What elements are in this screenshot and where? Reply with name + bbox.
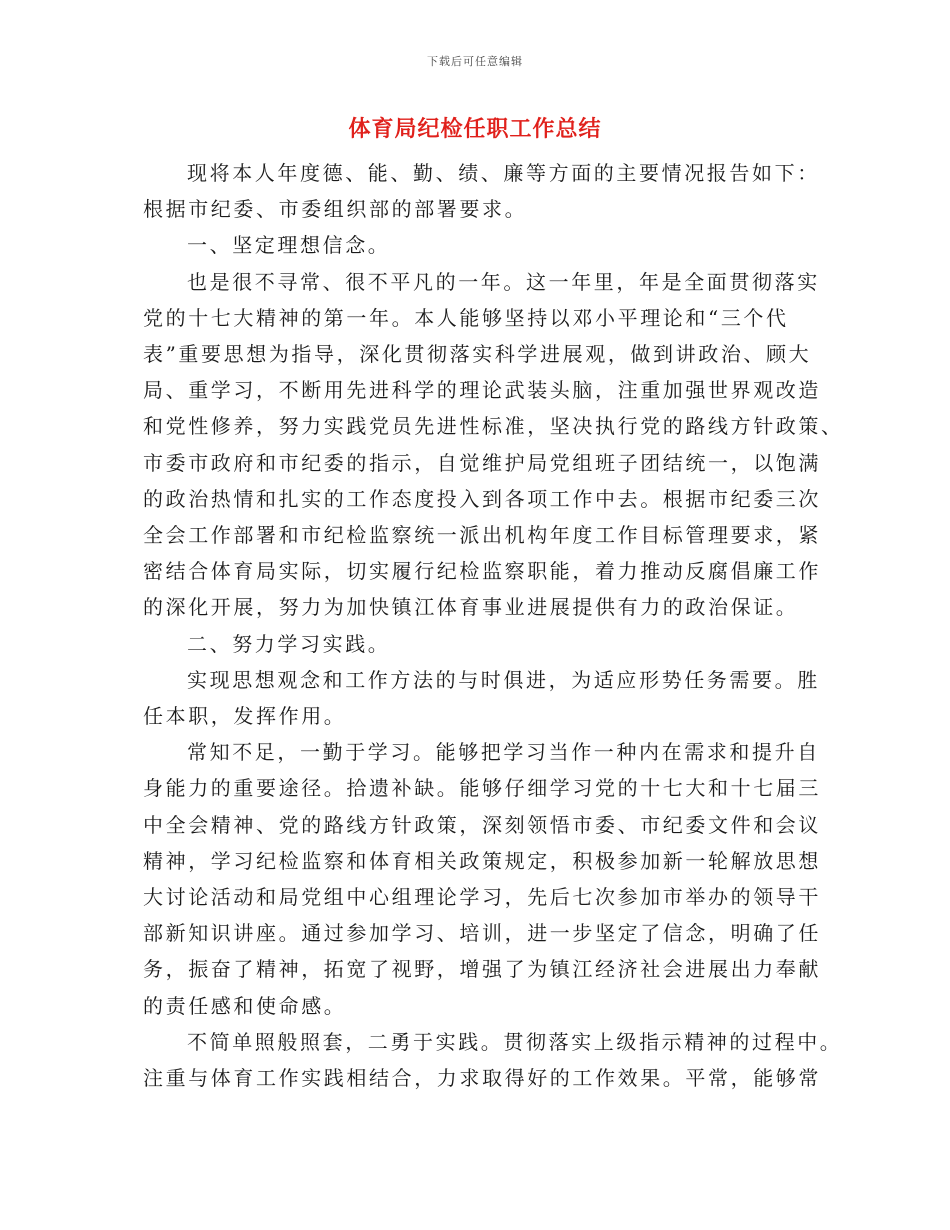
body-line: 的责任感和使命感。 (143, 993, 347, 1018)
body-line: 现将本人年度德、能、勤、绩、廉等方面的主要情况报告如下： (187, 161, 820, 185)
body-line: 根据市纪委、市委组织部的部署要求。 (143, 197, 528, 222)
body-line: 和党性修养，努力实践党员先进性标准，坚决执行党的路线方针政策、 (143, 414, 844, 439)
body-line: 精神，学习纪检监察和体育相关政策规定，积极参加新一轮解放思想 (143, 848, 821, 873)
body-line: 务，振奋了精神，拓宽了视野，增强了为镇江经济社会进展出力奉献 (143, 957, 821, 982)
document-body (143, 155, 844, 1096)
body-line: 的深化开展，努力为加快镇江体育事业进展提供有力的政治保证。 (143, 595, 799, 620)
document-title: 体育局纪检任职工作总结 (348, 116, 602, 142)
body-line: 任本职，发挥作用。 (143, 704, 347, 729)
section-heading: 一、坚定理想信念。 (187, 233, 391, 258)
body-line: 局、重学习，不断用先进科学的理论武装头脑，注重加强世界观改造 (143, 378, 821, 403)
section-heading: 二、努力学习实践。 (187, 631, 391, 656)
body-line: 大讨论活动和局党组中心组理论学习，先后七次参加市举办的领导干 (143, 885, 821, 910)
body-line: 身能力的重要途径。拾遗补缺。能够仔细学习党的十七大和十七届三 (143, 776, 821, 801)
body-line: 市委市政府和市纪委的指示，自觉维护局党组班子团结统一，以饱满 (143, 450, 821, 475)
body-line: 不简单照般照套，二勇于实践。贯彻落实上级指示精神的过程中。 (187, 1029, 843, 1054)
header-note: 下载后可任意编辑 (427, 55, 523, 68)
body-line: 常知不足，一勤于学习。能够把学习当作一种内在需求和提升自 (187, 740, 820, 765)
body-line: 党的十七大精神的第一年。本人能够坚持以邓小平理论和“三个代 (143, 305, 789, 330)
body-line: 中全会精神、党的路线方针政策，深刻领悟市委、市纪委文件和会议 (143, 812, 821, 837)
body-line: 部新知识讲座。通过参加学习、培训，进一步坚定了信念，明确了任 (143, 921, 821, 946)
body-line: 全会工作部署和市纪检监察统一派出机构年度工作目标管理要求，紧 (143, 523, 821, 548)
body-line: 实现思想观念和工作方法的与时俱进，为适应形势任务需要。胜 (187, 667, 820, 692)
body-line: 密结合体育局实际，切实履行纪检监察职能，着力推动反腐倡廉工作 (143, 559, 821, 584)
body-line: 也是很不寻常、很不平凡的一年。这一年里，年是全面贯彻落实 (187, 269, 820, 294)
body-line: 的政治热情和扎实的工作态度投入到各项工作中去。根据市纪委三次 (143, 486, 821, 511)
body-line: 表”重要思想为指导，深化贯彻落实科学进展观，做到讲政治、顾大 (143, 342, 812, 367)
body-line: 注重与体育工作实践相结合，力求取得好的工作效果。平常，能够常 (143, 1066, 821, 1091)
